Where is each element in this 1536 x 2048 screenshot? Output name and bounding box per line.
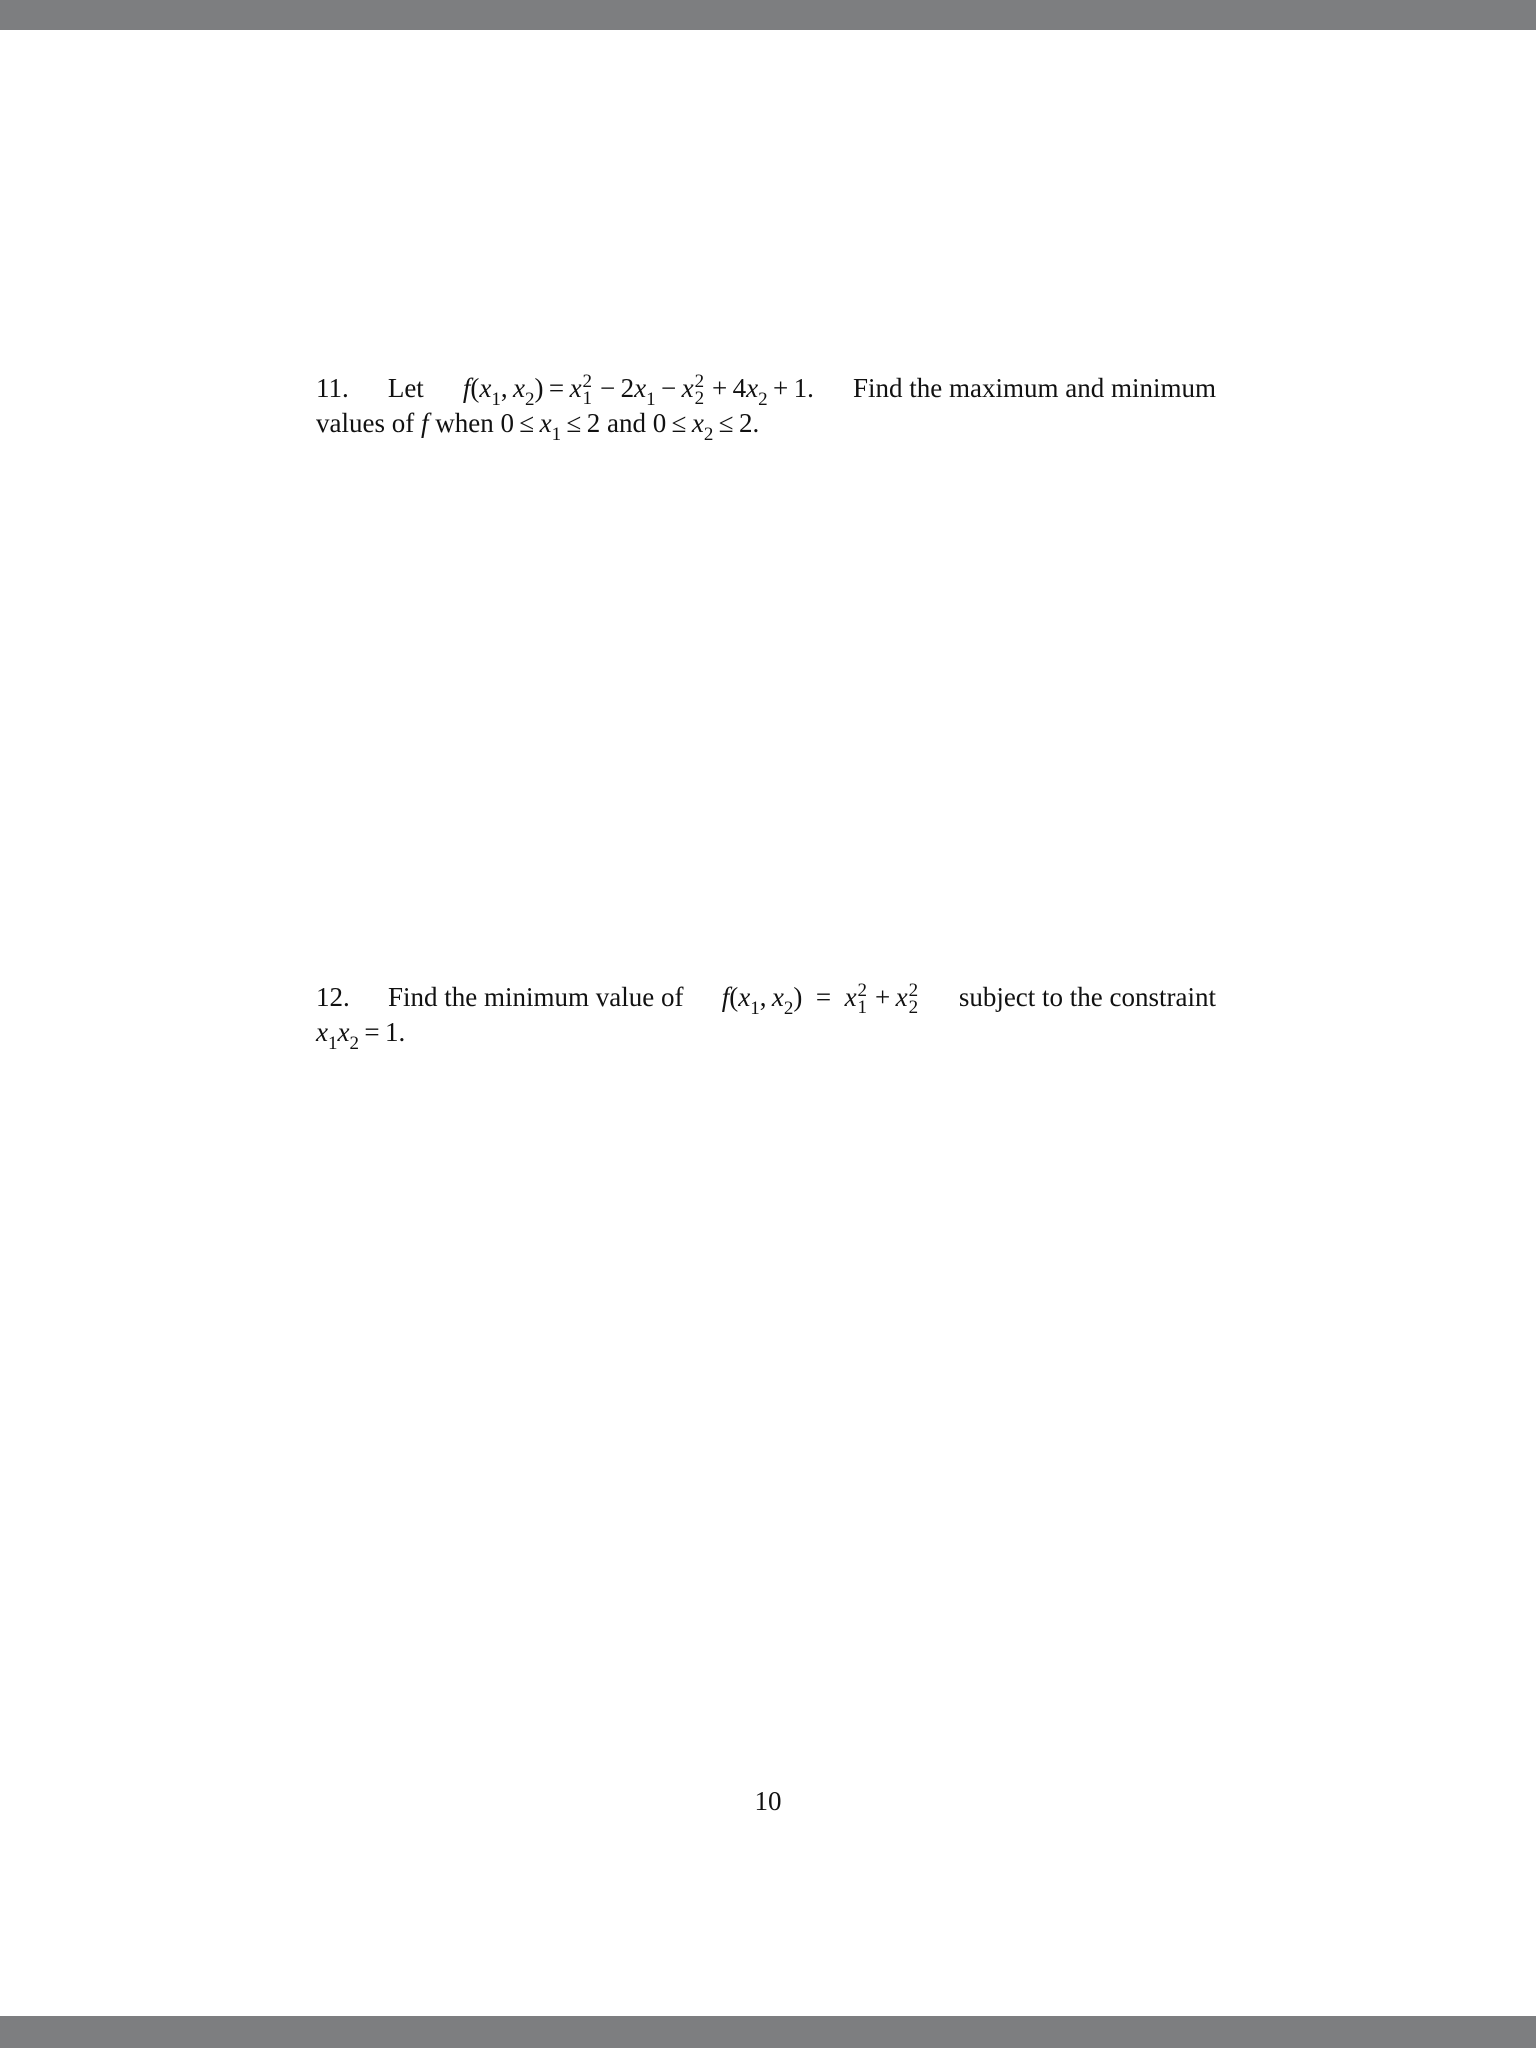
- problem-11-number: 11.: [316, 373, 349, 403]
- problem-12-number: 12.: [316, 982, 350, 1012]
- problem-11-line-1: [316, 370, 1216, 411]
- problem-11-f: f: [420, 408, 429, 438]
- problem-12-constraint: $x_1x_2 = 1$.: [316, 1017, 406, 1055]
- problem-11-when: when: [435, 408, 494, 438]
- viewer-top-bar: [0, 0, 1536, 30]
- problem-12-formula: $f(x_1$, $x_2$) = x 2 1 + x 2 2: [721, 979, 919, 1020]
- problem-11-formula: $f(x_1$, $x_2) = x$ 2 1 − $2x_1 - x$ 2 2 + $4x_2 + 1$.: [462, 370, 814, 411]
- viewer-bottom-bar: [0, 2016, 1536, 2048]
- document-page: [0, 30, 1536, 2016]
- problem-12: [316, 979, 1216, 1055]
- page-number: 10: [754, 1786, 782, 1816]
- problem-11-lead: Let: [387, 373, 424, 403]
- problem-11-condition-2: $0 \le x_2 \le 2$.: [652, 408, 760, 446]
- problem-12-line-1: [316, 979, 1216, 1020]
- problem-11-condition-1: $0 \le x_1 \le 2$: [500, 408, 601, 446]
- problem-12-lead: Find the minimum value of: [387, 982, 684, 1012]
- problem-11-line-2: [316, 406, 1216, 446]
- problem-12-line-2: [316, 1015, 1216, 1055]
- problem-11-and: and: [606, 408, 646, 438]
- problem-11-values-of: values of: [316, 408, 415, 438]
- problem-11-tail: Find the maximum and minimum: [853, 373, 1216, 403]
- problem-12-tail: subject to the constraint: [958, 982, 1216, 1012]
- problem-11: [316, 370, 1216, 446]
